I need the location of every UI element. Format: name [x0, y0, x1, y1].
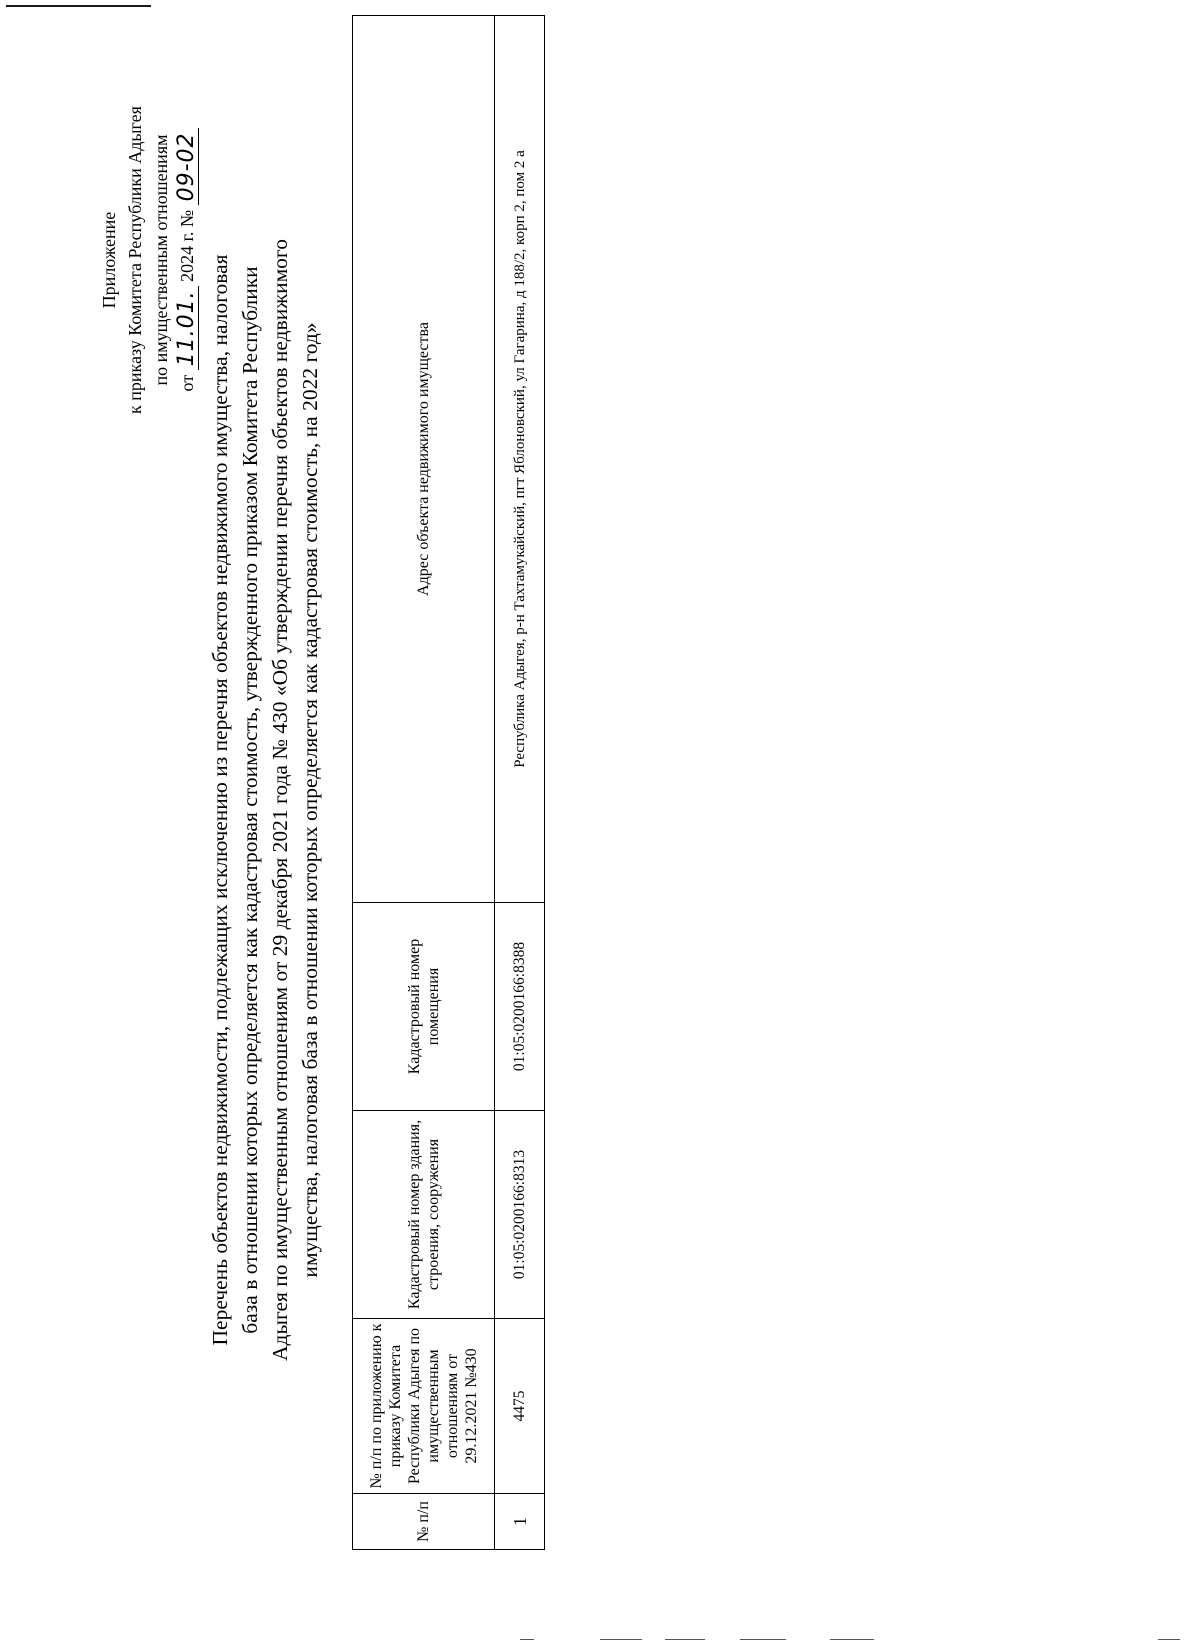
appendix-date-line	[174, 25, 200, 495]
objects-table	[352, 15, 545, 1550]
title-line-1: Перечень объектов недвижимости, подлежащих исключению из перечня объектов недвижимого имущества, налоговая	[208, 254, 232, 1346]
objects-table-wrap	[352, 15, 545, 1550]
scan-mark	[520, 1639, 534, 1640]
cell-building-cadastral: 01:05:0200166:8313	[495, 1111, 545, 1319]
appendix-committee: по имущественным отношениям	[151, 134, 171, 386]
appendix-title: Приложение	[99, 211, 119, 309]
cell-address: Республика Адыгея, р-н Тахтамукайский, пгт Яблоновский, ул Гагарина, д 188/2, корп 2, пом 2 а	[495, 16, 545, 903]
table-header-row	[353, 16, 495, 1550]
scan-mark	[600, 1639, 642, 1640]
cell-room-cadastral: 01:05:0200166:8388	[495, 903, 545, 1111]
scan-mark	[740, 1639, 786, 1640]
cell-row-number: 1	[495, 1494, 545, 1550]
header-address: Адрес объекта недвижимого имущества	[353, 16, 495, 903]
title-line-4: имущества, налоговая база в отношении которых определяется как кадастровая стоимость, на 2022 год»	[298, 322, 322, 1278]
header-room-cadastral: Кадастровый номер помещения	[353, 903, 495, 1111]
appendix-handwritten-date: 11.01.	[176, 286, 199, 370]
appendix-date-prefix: от	[177, 374, 197, 392]
appendix-order-ref: к приказу Комитета Республики Адыгея	[125, 106, 145, 414]
scan-bottom-marks	[0, 1635, 1200, 1645]
scan-mark	[1158, 1639, 1180, 1640]
document-title	[205, 50, 325, 1550]
appendix-header	[96, 25, 200, 495]
header-row-number: № п/п	[353, 1494, 495, 1550]
scan-mark	[665, 1639, 705, 1640]
scan-mark	[830, 1639, 874, 1640]
title-line-3: Адыгея по имущественным отношениям от 29 декабря 2021 года № 430 «Об утверждении перечня объектов недвижимого	[268, 239, 292, 1361]
cell-appendix-number: 4475	[495, 1319, 545, 1494]
header-building-cadastral: Кадастровый номер здания, строения, сооружения	[353, 1111, 495, 1319]
appendix-handwritten-order-number: 09-02	[176, 128, 199, 205]
table-row	[495, 16, 545, 1550]
title-line-2: база в отношении которых определяется как кадастровая стоимость, утвержденного приказом Комитета Республики	[238, 266, 262, 1334]
appendix-date-year: 2024 г. №	[177, 209, 197, 282]
header-appendix-number: № п/п по приложению к приказу Комитета Республики Адыгея по имущественным отношениям от 29.12.2021 №430	[353, 1319, 495, 1494]
